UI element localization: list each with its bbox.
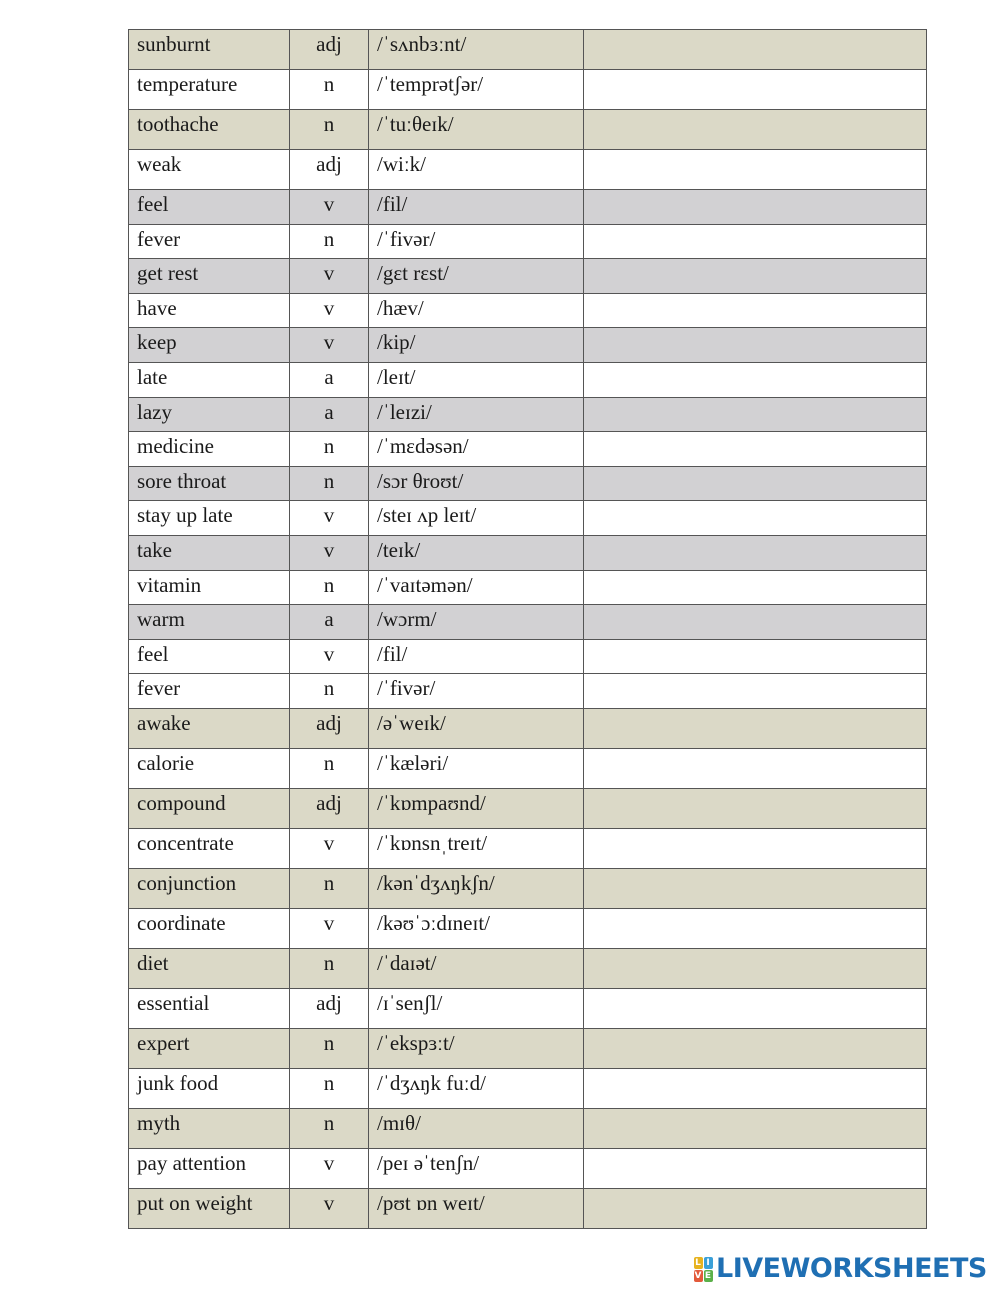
pronunciation-cell bbox=[369, 788, 584, 828]
table-row bbox=[129, 788, 927, 828]
part-of-speech-cell-text: n bbox=[323, 870, 335, 895]
pronunciation-cell bbox=[369, 397, 584, 432]
answer-cell[interactable] bbox=[584, 708, 927, 748]
pronunciation-cell-text: /steɪ ʌp leɪt/ bbox=[377, 503, 477, 528]
table-row bbox=[129, 868, 927, 908]
answer-cell[interactable] bbox=[584, 639, 927, 674]
word-cell-text: essential bbox=[137, 990, 210, 1015]
part-of-speech-cell-text: v bbox=[323, 537, 335, 562]
pronunciation-cell-text: /əˈweɪk/ bbox=[377, 710, 446, 735]
table-row bbox=[129, 1188, 927, 1228]
word-cell-text: feel bbox=[137, 641, 169, 666]
pronunciation-cell bbox=[369, 1148, 584, 1188]
word-cell-text: keep bbox=[137, 330, 177, 355]
answer-cell[interactable] bbox=[584, 868, 927, 908]
pronunciation-cell-text: /ˈekspɜːt/ bbox=[377, 1030, 455, 1055]
word-cell-text: sore throat bbox=[137, 468, 227, 493]
answer-cell[interactable] bbox=[584, 70, 927, 110]
table-row bbox=[129, 501, 927, 536]
pronunciation-cell bbox=[369, 828, 584, 868]
table-row bbox=[129, 639, 927, 674]
pronunciation-cell-text: /leɪt/ bbox=[377, 364, 416, 389]
pronunciation-cell bbox=[369, 1068, 584, 1108]
word-cell bbox=[129, 293, 290, 328]
word-cell-text: put on weight bbox=[137, 1190, 253, 1215]
pronunciation-cell bbox=[369, 190, 584, 225]
part-of-speech-cell-text: a bbox=[324, 364, 334, 389]
answer-cell[interactable] bbox=[584, 1108, 927, 1148]
pronunciation-cell-text: /ˈkæləri/ bbox=[377, 750, 449, 775]
word-cell bbox=[129, 708, 290, 748]
answer-cell[interactable] bbox=[584, 988, 927, 1028]
table-row bbox=[129, 570, 927, 605]
pronunciation-cell bbox=[369, 988, 584, 1028]
pronunciation-cell bbox=[369, 1188, 584, 1228]
pronunciation-cell-text: /sɔr θroʊt/ bbox=[377, 468, 464, 493]
logo-tile: I bbox=[704, 1257, 713, 1269]
part-of-speech-cell-text: a bbox=[324, 607, 334, 632]
word-cell bbox=[129, 639, 290, 674]
word-cell-text: awake bbox=[137, 710, 191, 735]
pronunciation-cell bbox=[369, 362, 584, 397]
word-cell-text: concentrate bbox=[137, 830, 234, 855]
word-cell bbox=[129, 70, 290, 110]
word-cell bbox=[129, 674, 290, 709]
word-cell bbox=[129, 868, 290, 908]
pronunciation-cell bbox=[369, 748, 584, 788]
pronunciation-cell-text: /ˈvaɪtəmən/ bbox=[377, 572, 473, 597]
pronunciation-cell bbox=[369, 908, 584, 948]
part-of-speech-cell bbox=[290, 1188, 369, 1228]
pronunciation-cell bbox=[369, 708, 584, 748]
pronunciation-cell-text: /ˈmɛdəsən/ bbox=[377, 434, 469, 459]
answer-cell[interactable] bbox=[584, 1188, 927, 1228]
pronunciation-cell-text: /peɪ əˈtenʃn/ bbox=[377, 1150, 480, 1175]
part-of-speech-cell bbox=[290, 1148, 369, 1188]
part-of-speech-cell bbox=[290, 397, 369, 432]
word-cell bbox=[129, 397, 290, 432]
part-of-speech-cell bbox=[290, 674, 369, 709]
part-of-speech-cell bbox=[290, 30, 369, 70]
answer-cell[interactable] bbox=[584, 397, 927, 432]
word-cell bbox=[129, 432, 290, 467]
part-of-speech-cell-text: n bbox=[323, 434, 335, 459]
answer-cell[interactable] bbox=[584, 432, 927, 467]
part-of-speech-cell bbox=[290, 293, 369, 328]
part-of-speech-cell bbox=[290, 432, 369, 467]
part-of-speech-cell-text: n bbox=[323, 750, 335, 775]
table-row bbox=[129, 535, 927, 570]
word-cell-text: stay up late bbox=[137, 503, 233, 528]
answer-cell[interactable] bbox=[584, 908, 927, 948]
word-cell-text: expert bbox=[137, 1030, 190, 1055]
word-cell-text: calorie bbox=[137, 750, 195, 775]
word-cell-text: compound bbox=[137, 790, 226, 815]
table-row bbox=[129, 259, 927, 294]
pronunciation-cell bbox=[369, 501, 584, 536]
part-of-speech-cell bbox=[290, 639, 369, 674]
word-cell-text: take bbox=[137, 537, 172, 562]
pronunciation-cell-text: /ɪˈsenʃl/ bbox=[377, 990, 443, 1015]
pronunciation-cell bbox=[369, 535, 584, 570]
table-row bbox=[129, 988, 927, 1028]
word-cell bbox=[129, 1188, 290, 1228]
part-of-speech-cell-text: v bbox=[323, 1150, 335, 1175]
word-cell bbox=[129, 948, 290, 988]
part-of-speech-cell bbox=[290, 605, 369, 640]
part-of-speech-cell-text: v bbox=[323, 1190, 335, 1215]
word-cell bbox=[129, 110, 290, 150]
word-cell bbox=[129, 1068, 290, 1108]
word-cell bbox=[129, 224, 290, 259]
word-cell bbox=[129, 605, 290, 640]
pronunciation-cell-text: /hæv/ bbox=[377, 295, 424, 320]
pronunciation-cell bbox=[369, 639, 584, 674]
table-row bbox=[129, 1108, 927, 1148]
answer-cell[interactable] bbox=[584, 293, 927, 328]
word-cell bbox=[129, 501, 290, 536]
part-of-speech-cell bbox=[290, 1068, 369, 1108]
table-row bbox=[129, 70, 927, 110]
answer-cell[interactable] bbox=[584, 30, 927, 70]
word-cell bbox=[129, 1028, 290, 1068]
word-cell-text: coordinate bbox=[137, 910, 226, 935]
part-of-speech-cell-text: v bbox=[323, 503, 335, 528]
pronunciation-cell bbox=[369, 674, 584, 709]
word-cell bbox=[129, 988, 290, 1028]
word-cell-text: have bbox=[137, 295, 177, 320]
part-of-speech-cell bbox=[290, 748, 369, 788]
table-row bbox=[129, 948, 927, 988]
pronunciation-cell-text: /pʊt ɒn weɪt/ bbox=[377, 1190, 485, 1215]
table-row bbox=[129, 1068, 927, 1108]
pronunciation-cell-text: /ˈtemprətʃər/ bbox=[377, 72, 484, 96]
part-of-speech-cell-text: v bbox=[323, 192, 335, 216]
table-row bbox=[129, 30, 927, 70]
pronunciation-cell-text: /kənˈdʒʌŋkʃn/ bbox=[377, 870, 495, 895]
vocabulary-table-body bbox=[129, 30, 927, 1229]
vocabulary-table bbox=[128, 29, 927, 1229]
pronunciation-cell bbox=[369, 328, 584, 363]
pronunciation-cell-text: /wiːk/ bbox=[377, 152, 427, 176]
answer-cell[interactable] bbox=[584, 605, 927, 640]
part-of-speech-cell bbox=[290, 535, 369, 570]
pronunciation-cell-text: /fil/ bbox=[377, 192, 408, 216]
part-of-speech-cell bbox=[290, 259, 369, 294]
word-cell bbox=[129, 150, 290, 190]
table-row bbox=[129, 190, 927, 225]
liveworksheets-logo-mark-icon bbox=[693, 1256, 713, 1282]
word-cell bbox=[129, 570, 290, 605]
logo-tile: V bbox=[694, 1270, 702, 1281]
part-of-speech-cell-text: v bbox=[323, 330, 335, 355]
word-cell bbox=[129, 30, 290, 70]
pronunciation-cell bbox=[369, 948, 584, 988]
part-of-speech-cell-text: n bbox=[323, 1030, 335, 1055]
word-cell-text: late bbox=[137, 364, 168, 389]
table-row bbox=[129, 1148, 927, 1188]
part-of-speech-cell-text: n bbox=[323, 676, 335, 701]
part-of-speech-cell-text: adj bbox=[316, 790, 342, 815]
part-of-speech-cell bbox=[290, 708, 369, 748]
word-cell bbox=[129, 535, 290, 570]
table-row bbox=[129, 1028, 927, 1068]
pronunciation-cell-text: /fil/ bbox=[377, 641, 408, 666]
part-of-speech-cell-text: adj bbox=[316, 32, 342, 56]
word-cell-text: diet bbox=[137, 950, 169, 975]
part-of-speech-cell-text: n bbox=[323, 112, 335, 136]
pronunciation-cell bbox=[369, 605, 584, 640]
pronunciation-cell bbox=[369, 868, 584, 908]
word-cell bbox=[129, 362, 290, 397]
pronunciation-cell-text: /teɪk/ bbox=[377, 537, 421, 562]
pronunciation-cell-text: /mɪθ/ bbox=[377, 1110, 421, 1135]
pronunciation-cell bbox=[369, 466, 584, 501]
word-cell-text: sunburnt bbox=[137, 32, 211, 56]
answer-cell[interactable] bbox=[584, 501, 927, 536]
answer-cell[interactable] bbox=[584, 1068, 927, 1108]
answer-cell[interactable] bbox=[584, 190, 927, 225]
answer-cell[interactable] bbox=[584, 110, 927, 150]
word-cell bbox=[129, 466, 290, 501]
table-row bbox=[129, 397, 927, 432]
pronunciation-cell bbox=[369, 259, 584, 294]
word-cell-text: feel bbox=[137, 192, 169, 216]
part-of-speech-cell bbox=[290, 1108, 369, 1148]
answer-cell[interactable] bbox=[584, 535, 927, 570]
answer-cell[interactable] bbox=[584, 150, 927, 190]
pronunciation-cell bbox=[369, 432, 584, 467]
part-of-speech-cell-text: v bbox=[323, 261, 335, 286]
word-cell bbox=[129, 908, 290, 948]
part-of-speech-cell bbox=[290, 788, 369, 828]
part-of-speech-cell bbox=[290, 362, 369, 397]
word-cell bbox=[129, 1148, 290, 1188]
answer-cell[interactable] bbox=[584, 1148, 927, 1188]
word-cell bbox=[129, 259, 290, 294]
pronunciation-cell-text: /ˈkɒmpaʊnd/ bbox=[377, 790, 486, 815]
part-of-speech-cell bbox=[290, 224, 369, 259]
pronunciation-cell-text: /ˈfivər/ bbox=[377, 226, 436, 251]
answer-cell[interactable] bbox=[584, 224, 927, 259]
part-of-speech-cell-text: adj bbox=[316, 710, 342, 735]
table-row bbox=[129, 674, 927, 709]
pronunciation-cell bbox=[369, 1028, 584, 1068]
part-of-speech-cell-text: v bbox=[323, 641, 335, 666]
part-of-speech-cell bbox=[290, 868, 369, 908]
part-of-speech-cell-text: a bbox=[324, 399, 334, 424]
word-cell-text: get rest bbox=[137, 261, 199, 286]
part-of-speech-cell bbox=[290, 1028, 369, 1068]
answer-cell[interactable] bbox=[584, 362, 927, 397]
word-cell bbox=[129, 748, 290, 788]
logo-tile: E bbox=[704, 1270, 712, 1281]
table-row bbox=[129, 908, 927, 948]
part-of-speech-cell-text: n bbox=[323, 226, 335, 251]
part-of-speech-cell bbox=[290, 948, 369, 988]
pronunciation-cell-text: /wɔrm/ bbox=[377, 607, 437, 632]
answer-cell[interactable] bbox=[584, 328, 927, 363]
table-row bbox=[129, 432, 927, 467]
logo-text: LIVEWORKSHEETS bbox=[716, 1253, 987, 1284]
pronunciation-cell bbox=[369, 224, 584, 259]
pronunciation-cell bbox=[369, 110, 584, 150]
pronunciation-cell-text: /ˈdaɪət/ bbox=[377, 950, 437, 975]
word-cell-text: medicine bbox=[137, 434, 214, 459]
answer-cell[interactable] bbox=[584, 1028, 927, 1068]
pronunciation-cell-text: /ˈdʒʌŋk fuːd/ bbox=[377, 1070, 486, 1095]
part-of-speech-cell bbox=[290, 828, 369, 868]
part-of-speech-cell-text: n bbox=[323, 72, 335, 96]
table-row bbox=[129, 708, 927, 748]
pronunciation-cell-text: /gɛt rɛst/ bbox=[377, 261, 449, 286]
part-of-speech-cell bbox=[290, 908, 369, 948]
part-of-speech-cell-text: adj bbox=[316, 990, 342, 1015]
pronunciation-cell bbox=[369, 293, 584, 328]
pronunciation-cell bbox=[369, 1108, 584, 1148]
table-row bbox=[129, 328, 927, 363]
answer-cell[interactable] bbox=[584, 948, 927, 988]
word-cell-text: fever bbox=[137, 226, 181, 251]
word-cell bbox=[129, 328, 290, 363]
part-of-speech-cell-text: n bbox=[323, 950, 335, 975]
part-of-speech-cell-text: v bbox=[323, 295, 335, 320]
part-of-speech-cell-text: adj bbox=[316, 152, 342, 176]
word-cell-text: myth bbox=[137, 1110, 181, 1135]
table-row bbox=[129, 466, 927, 501]
word-cell-text: junk food bbox=[137, 1070, 219, 1095]
word-cell-text: lazy bbox=[137, 399, 172, 424]
pronunciation-cell-text: /ˈtuːθeɪk/ bbox=[377, 112, 454, 136]
answer-cell[interactable] bbox=[584, 570, 927, 605]
table-row bbox=[129, 828, 927, 868]
word-cell-text: conjunction bbox=[137, 870, 237, 895]
answer-cell[interactable] bbox=[584, 828, 927, 868]
liveworksheets-logo bbox=[693, 1254, 987, 1284]
part-of-speech-cell bbox=[290, 501, 369, 536]
logo-tile: L bbox=[695, 1257, 701, 1268]
word-cell-text: vitamin bbox=[137, 572, 202, 597]
pronunciation-cell-text: /ˈkɒnsnˌtreɪt/ bbox=[377, 830, 488, 855]
part-of-speech-cell-text: n bbox=[323, 572, 335, 597]
pronunciation-cell-text: /kip/ bbox=[377, 330, 416, 355]
word-cell bbox=[129, 828, 290, 868]
answer-cell[interactable] bbox=[584, 466, 927, 501]
word-cell-text: pay attention bbox=[137, 1150, 247, 1175]
answer-cell[interactable] bbox=[584, 748, 927, 788]
pronunciation-cell bbox=[369, 70, 584, 110]
part-of-speech-cell bbox=[290, 988, 369, 1028]
part-of-speech-cell-text: n bbox=[323, 468, 335, 493]
table-row bbox=[129, 605, 927, 640]
pronunciation-cell-text: /ˈleɪzi/ bbox=[377, 399, 432, 424]
pronunciation-cell bbox=[369, 30, 584, 70]
pronunciation-cell-text: /kəʊˈɔːdɪneɪt/ bbox=[377, 910, 490, 935]
table-row bbox=[129, 748, 927, 788]
answer-cell[interactable] bbox=[584, 788, 927, 828]
pronunciation-cell bbox=[369, 570, 584, 605]
table-row bbox=[129, 110, 927, 150]
part-of-speech-cell bbox=[290, 570, 369, 605]
answer-cell[interactable] bbox=[584, 674, 927, 709]
pronunciation-cell bbox=[369, 150, 584, 190]
word-cell bbox=[129, 190, 290, 225]
answer-cell[interactable] bbox=[584, 259, 927, 294]
table-row bbox=[129, 224, 927, 259]
part-of-speech-cell bbox=[290, 110, 369, 150]
word-cell-text: warm bbox=[137, 607, 185, 632]
word-cell-text: weak bbox=[137, 152, 182, 176]
pronunciation-cell-text: /ˈsʌnbɜːnt/ bbox=[377, 32, 467, 56]
word-cell-text: toothache bbox=[137, 112, 219, 136]
word-cell-text: temperature bbox=[137, 72, 238, 96]
word-cell bbox=[129, 788, 290, 828]
part-of-speech-cell-text: v bbox=[323, 910, 335, 935]
pronunciation-cell-text: /ˈfivər/ bbox=[377, 676, 436, 701]
part-of-speech-cell bbox=[290, 328, 369, 363]
part-of-speech-cell-text: v bbox=[323, 830, 335, 855]
part-of-speech-cell-text: n bbox=[323, 1070, 335, 1095]
table-row bbox=[129, 362, 927, 397]
word-cell bbox=[129, 1108, 290, 1148]
part-of-speech-cell bbox=[290, 150, 369, 190]
word-cell-text: fever bbox=[137, 676, 181, 701]
table-row bbox=[129, 293, 927, 328]
part-of-speech-cell bbox=[290, 70, 369, 110]
part-of-speech-cell bbox=[290, 466, 369, 501]
part-of-speech-cell bbox=[290, 190, 369, 225]
table-row bbox=[129, 150, 927, 190]
part-of-speech-cell-text: n bbox=[323, 1110, 335, 1135]
